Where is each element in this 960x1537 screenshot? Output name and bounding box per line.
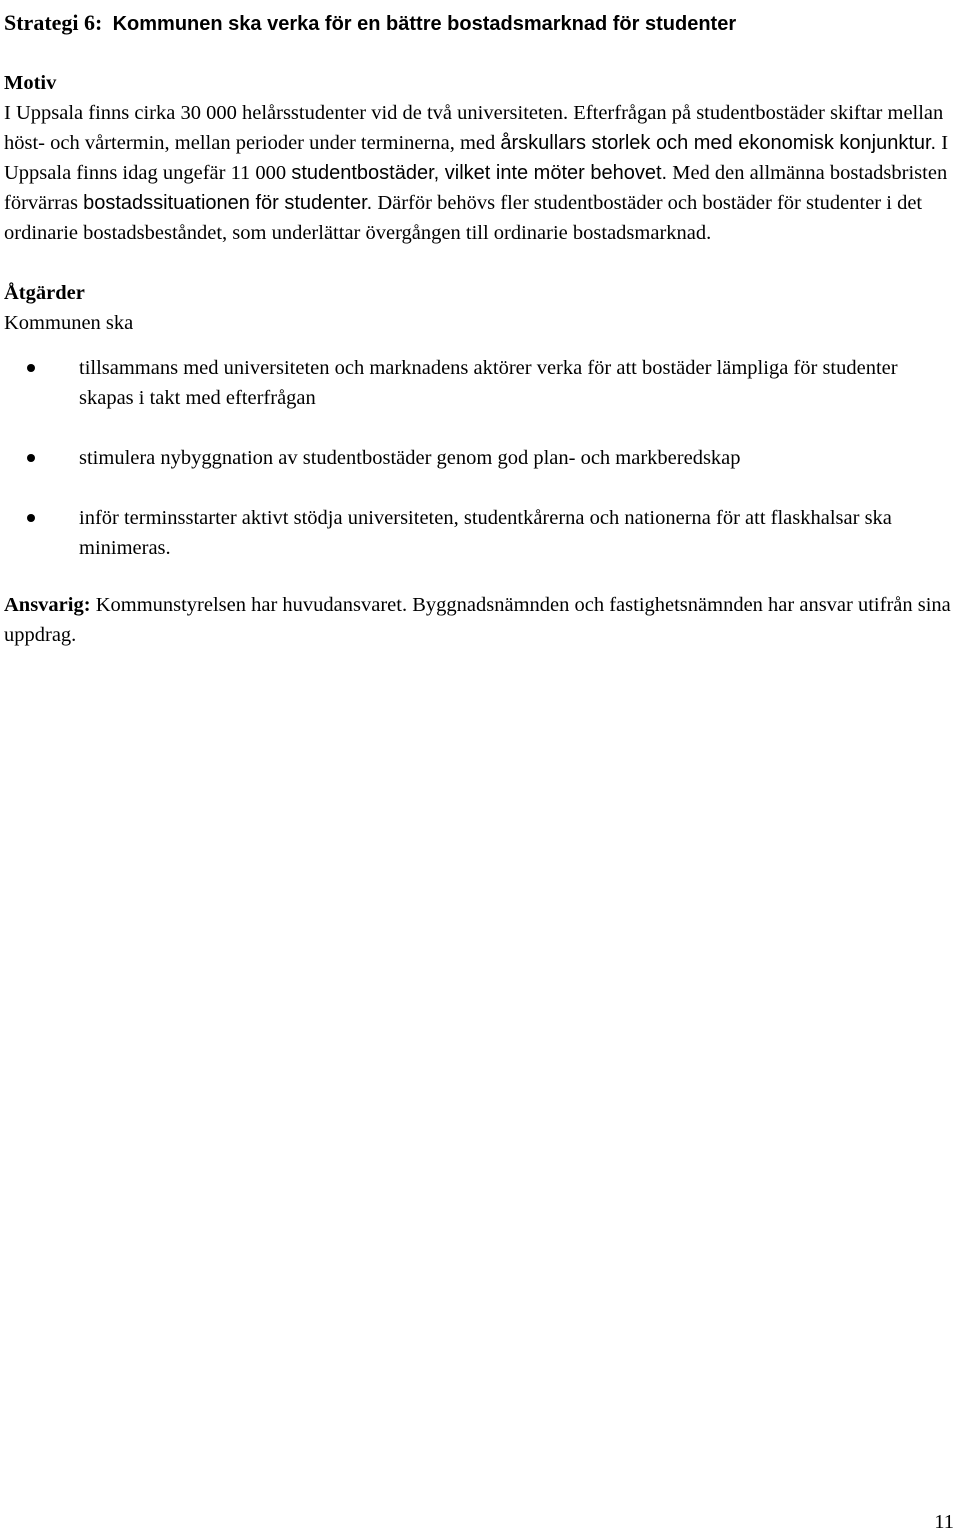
list-item xyxy=(4,353,956,413)
atgarder-section xyxy=(4,278,956,563)
motiv-text-part-3: I Uppsala finns idag ungefär 11 000 xyxy=(4,132,949,184)
strategy-title: Kommunen ska verka för en bättre bostadsmarknad för studenter xyxy=(112,13,737,35)
ansvarig-label: Ansvarig: xyxy=(4,594,91,616)
list-item xyxy=(4,443,956,473)
motiv-title: Motiv xyxy=(4,72,57,94)
atgarder-title: Åtgärder xyxy=(4,282,85,304)
motiv-text-part-1: I Uppsala finns cirka 30 000 helårsstudenter vid de två universiteten. Efterfrågan på studentbostäder skiftar mellan höst- och vårtermin, mellan perioder under terminerna, med xyxy=(4,102,944,154)
motiv-section xyxy=(4,68,956,248)
list-item-text: stimulera nybyggnation av studentbostäder genom god plan- och markberedskap xyxy=(79,447,741,469)
ansvarig-paragraph xyxy=(4,590,956,650)
page-number: 11 xyxy=(934,1511,954,1533)
atgarder-intro: Kommunen ska xyxy=(4,312,134,334)
bullet-icon xyxy=(27,364,35,372)
strategy-heading xyxy=(4,0,956,39)
motiv-text-part-5: Med den allmänna bostadsbristen förvärras xyxy=(4,162,948,214)
bullet-icon xyxy=(27,514,35,522)
document-page xyxy=(4,0,956,650)
list-item-text: inför terminsstarter aktivt stödja universiteten, studentkårerna och nationerna för att flaskhalsar ska minimeras. xyxy=(79,507,892,559)
motiv-text-part-6: bostadssituationen för studenter. xyxy=(83,192,373,214)
bullet-icon xyxy=(27,454,35,462)
motiv-paragraph xyxy=(4,98,956,248)
list-item-text: tillsammans med universiteten och marknadens aktörer verka för att bostäder lämpliga för studenter skapas i takt med efterfrågan xyxy=(79,357,898,409)
list-item xyxy=(4,503,956,563)
strategy-label: Strategi 6: xyxy=(4,10,103,35)
ansvarig-text: Kommunstyrelsen har huvudansvaret. Byggnadsnämnden och fastighetsnämnden har ansvar utifrån sina uppdrag. xyxy=(4,594,951,646)
motiv-text-part-2: årskullars storlek och med ekonomisk konjunktur. xyxy=(500,132,937,154)
atgarder-list xyxy=(4,353,956,563)
motiv-text-part-4: studentbostäder, vilket inte möter behovet. xyxy=(291,162,668,184)
motiv-text-part-7: Därför behövs fler studentbostäder och bostäder för studenter i det ordinarie bostadsbeståndet, som underlättar övergången till ordinarie bostadsmarknad. xyxy=(4,192,923,244)
